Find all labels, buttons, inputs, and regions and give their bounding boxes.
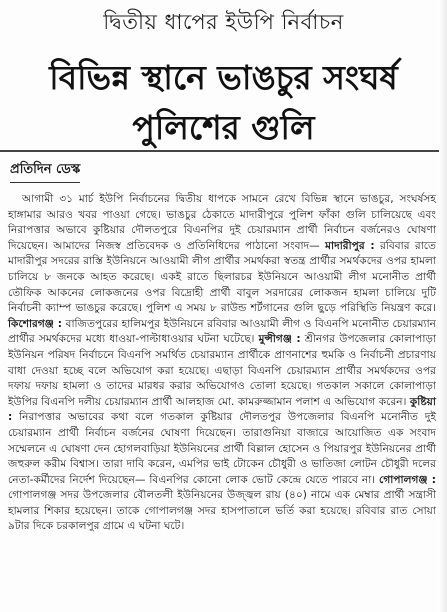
madaripur-text: রবিবার রাতে মাদারীপুর সদরের রাস্তি ইউনিয়নে আওয়ামী লীগ প্রার্থীর সমর্থকরা স্বতন্ত্র প্রার্থীর সমর্থকদের ওপর হামলা চালিয়ে ৮ জনকে আহত করেছে। একই রাতে ছিলারচর ইউনিয়নে আওয়ামী লীগ মনোনীত প্রার্থী তৌফিক আকনের লোকজনের ওপর বিদ্রোহী প্রার্থী বাবুল সরদারের লোকজন হামলা চালিয়ে দুটি নির্বাচনী ক্যাম্প ভাঙচুর করেছে। পুলিশ এ সময় ৮ রাউন্ড শর্টগানের গুলি ছুড়ে পরিস্থিতি নিয়ন্ত্রণ করে। <box>8 239 437 315</box>
article-kicker: দ্বিতীয় ধাপের ইউপি নির্বাচন <box>103 10 344 34</box>
paragraph-main <box>8 192 436 535</box>
headline-line-2: পুলিশের গুলি <box>132 108 315 147</box>
byline-divider <box>0 150 447 152</box>
dateline-munshiganj: মুন্সীগঞ্জ : <box>258 333 301 346</box>
dateline-kishoreganj: কিশোরগঞ্জ : <box>8 317 62 330</box>
kushtia-text: নিরাপত্তার অভাবের কথা বলে গতকাল কুষ্টিয়ার দৌলতপুর উপজেলার বিএনপি মনোনীত দুই চেয়ারম্যান প্রার্থী নির্বাচন বর্জনের ঘোষণা দিয়েছেন। তারাগুনিয়া বাজারে আয়োজিত এক সংবাদ সম্মেলনে এ ঘোষণা দেন হোগলবাড়িয়া ইউনিয়নের প্রার্থী বিল্লাল হোসেন ও পিয়ারপুর ইউনিয়নের প্রার্থী জহুরুল করীম বিশ্বাস। তারা দাবি করেন, এমপির ভাই টোকেন চৌধুরী ও ভাতিজা লোটন চৌধুরী দলের নেতা-কর্মীদের নির্দেশ দিয়েছেন— বিএনপির কোনো লোক ভোট কেন্দ্রে যেতে পারবে না। <box>8 411 436 486</box>
headline-line-1: বিভিন্ন স্থানে ভাঙচুর সংঘর্ষ <box>49 58 398 97</box>
byline: প্রতিদিন ডেস্ক <box>10 160 80 183</box>
munshiganj-text: শ্রীনগর উপজেলার কোলাপাড়া ইউনিয়ন পরিষদ নির্বাচনে বিএনপি সমর্থিত চেয়ারম্যান প্রার্থীকে প্রাণনাশের হুমকি ও নির্বাচনী প্রচারণায় বাধা দেওয়া হচ্ছে বলে অভিযোগ করা হয়েছে। এছাড়া বিএনপি চেয়ারম্যান প্রার্থীর সমর্থকদের ওপর দফায় দফায় হামলা ও তাদের মারধর করার অভিযোগও তোলা হয়েছে। গতকাল সকালে কোলাপাড়া ইউপির বিএনপি দলীয় চেয়ারম্যান প্রার্থী আলহাজ মো. কামরুজ্জামান পলাশ এ অভিযোগ করেন। <box>8 333 437 408</box>
dateline-gopalganj: গোপালগঞ্জ : <box>379 473 436 486</box>
intro-text: আগামী ৩১ মার্চ ইউপি নির্বাচনের দ্বিতীয় ধাপকে সামনে রেখে বিভিন্ন স্থানে ভাঙচুর, সংঘর্ষসহ হাঙ্গামার আরও খবর পাওয়া গেছে। ভাঙচুর ঠেকাতে মাদারীপুরে পুলিশ ফাঁকা গুলি চালিয়েছে এবং নিরাপত্তার অভাবে কুষ্টিয়ার দৌলতপুরে বিএনপির দুই চেয়ারম্যান প্রার্থী নির্বাচন বর্জনেরও ঘোষণা দিয়েছেন। আমাদের নিজস্ব প্রতিবেদক ও প্রতিনিধিদের পাঠানো সংবাদ— <box>8 193 436 252</box>
article-headline <box>0 56 447 150</box>
kishoreganj-text: বাজিতপুরের হালিমপুর ইউনিয়নে রবিবার আওয়ামী লীগ ও বিএনপি মনোনীত চেয়ারম্যান প্রার্থীর সমর্থকদের মধ্যে ধাওয়া-পাল্টাধাওয়ার ঘটনা ঘটেছে। <box>8 317 436 346</box>
article-body <box>8 192 436 535</box>
dateline-kushtia: কুষ্টিয়া : <box>8 395 436 424</box>
paper-edge-shadow <box>439 0 447 612</box>
gopalganj-text: গোপালগঞ্জ সদর উপজেলার বৌলতলী ইউনিয়নের উজ্জ্বল রায় (৪০) নামে এক মেম্বার প্রার্থী সন্ত্রাসী হামলার শিকার হয়েছেন। তাকে গোপালগঞ্জ সদর হাসপাতালে ভর্তি করা হয়েছে। রবিবার রাত সোয়া ৯টার দিকে চরকালপুর গ্রামে এ ঘটনা ঘটে। <box>8 489 436 533</box>
dateline-madaripur: মাদারীপুর : <box>325 239 375 252</box>
